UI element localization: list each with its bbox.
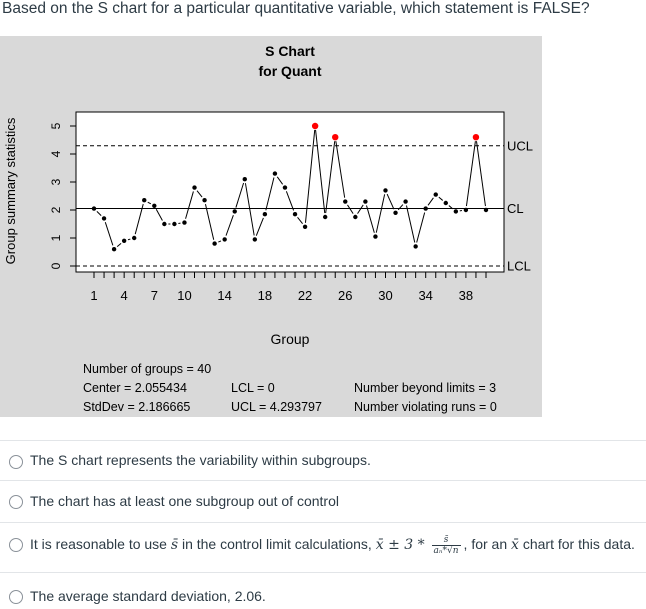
data-point [434,192,438,196]
x-tick-label: 30 [378,288,392,303]
answer-text-middle: in the control limit calculations, [182,536,372,552]
ucl-label: UCL [507,138,533,153]
chart-stats [83,362,497,414]
data-point [353,215,357,219]
radio-button[interactable] [9,590,23,604]
data-point [293,212,297,216]
y-tick-label: 0 [49,262,63,269]
x-tick-label: 14 [217,288,231,303]
data-point [243,177,247,181]
data-point [112,247,116,251]
data-point [253,237,257,241]
y-tick-label: 5 [49,122,63,129]
data-point [212,241,216,245]
y-tick-label: 2 [49,206,63,213]
cl-label: CL [507,201,524,216]
stat-beyond-limits: Number beyond limits = 3 [354,381,496,395]
answer-text: The chart has at least one subgroup out of control [30,493,339,509]
y-tick-label: 4 [49,150,63,157]
data-point [303,225,307,229]
data-point [152,204,156,208]
data-point [172,222,176,226]
stat-stddev: StdDev = 2.186665 [83,400,190,414]
data-point [464,208,468,212]
x-tick-label: 7 [151,288,158,303]
data-point [182,220,186,224]
radio-button[interactable] [9,455,23,469]
out-of-control-point [473,134,479,140]
data-point [273,171,277,175]
data-point [102,216,106,220]
x-tick-label: 10 [177,288,191,303]
data-point [363,199,367,203]
data-point [454,209,458,213]
x-tick-label: 38 [459,288,473,303]
answer-option-1[interactable] [0,440,646,481]
data-point [283,185,287,189]
x-tick-label: 18 [258,288,272,303]
data-point [192,185,196,189]
chart-title: S Chart [265,43,315,59]
y-tick-label: 3 [49,178,63,185]
stat-groups: Number of groups = 40 [83,362,211,376]
chart-subtitle: for Quant [259,63,322,79]
out-of-control-point [332,134,338,140]
answer-text-suffix: , for an [464,536,508,552]
data-point [222,237,226,241]
data-point [233,209,237,213]
data-point [393,211,397,215]
answer-text: The S chart represents the variability within subgroups. [30,452,371,468]
data-point [162,222,166,226]
fraction-denominator: aₙ*√n [432,546,461,556]
data-point [383,188,387,192]
data-point [263,212,267,216]
data-point [202,198,206,202]
radio-button[interactable] [9,538,23,552]
data-point [444,201,448,205]
data-point [132,236,136,240]
fraction-numerator: s̄ [432,535,461,546]
data-point [423,206,427,210]
data-point [92,206,96,210]
x-tick-label: 4 [121,288,128,303]
x-tick-label: 26 [338,288,352,303]
s-chart-panel [0,36,542,417]
s-bar-symbol: s̄ [171,537,178,553]
stat-center: Center = 2.055434 [83,381,187,395]
formula-lhs: x̄ ± 3 * [376,537,425,553]
data-point [373,234,377,238]
out-of-control-point [312,123,318,129]
x-tick-label: 1 [90,288,97,303]
radio-button[interactable] [9,495,23,509]
data-point [413,244,417,248]
data-point [484,208,488,212]
answer-option-3[interactable] [0,522,646,573]
data-point [403,199,407,203]
lcl-label: LCL [507,259,531,274]
answer-option-4[interactable] [0,572,646,609]
plot-area [76,112,504,272]
y-tick-label: 1 [49,234,63,241]
stat-lcl: LCL = 0 [231,381,275,395]
formula-fraction [432,535,461,556]
x-tick-label: 22 [298,288,312,303]
data-point [343,199,347,203]
y-axis-label: Group summary statistics [3,117,18,264]
data-point [142,198,146,202]
x-bar-symbol: x̄ [511,537,519,553]
answer-text [30,535,635,556]
stat-violating-runs: Number violating runs = 0 [354,400,497,414]
answer-text: The average standard deviation, 2.06. [30,588,266,604]
s-chart [0,36,542,417]
data-point [122,239,126,243]
data-point [323,215,327,219]
answer-text-end: chart for this data. [523,536,635,552]
x-axis-label: Group [271,331,310,347]
question-text: Based on the S chart for a particular quantitative variable, which statement is FALSE? [2,0,590,18]
x-tick-label: 34 [418,288,432,303]
stat-ucl: UCL = 4.293797 [231,400,322,414]
answer-option-2[interactable] [0,480,646,523]
answer-text-prefix: It is reasonable to use [30,536,167,552]
series-segment [128,239,130,240]
